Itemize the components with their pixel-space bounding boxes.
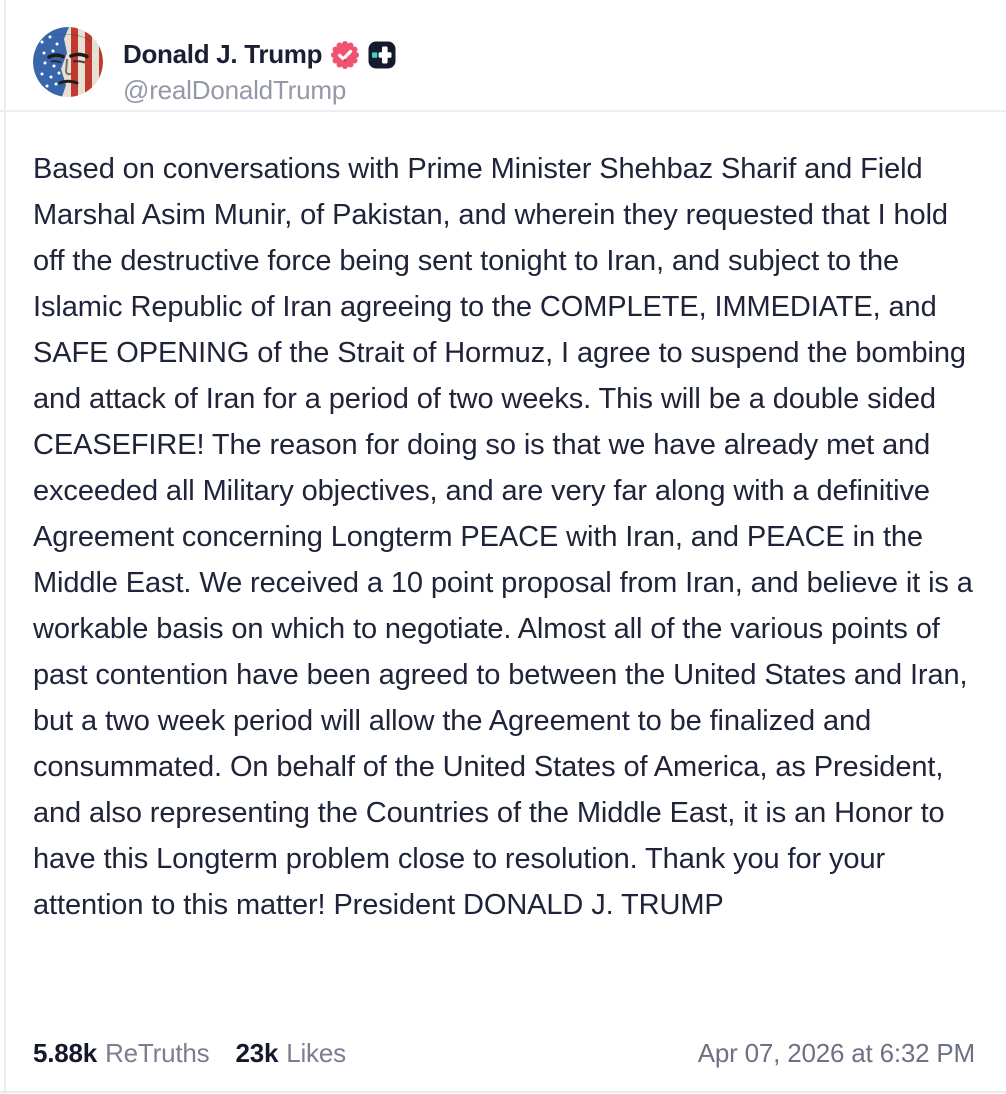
avatar[interactable] (33, 27, 103, 97)
likes-label: Likes (286, 1038, 346, 1068)
retruths-stat[interactable] (33, 1038, 209, 1069)
post-header (0, 0, 1006, 112)
likes-count: 23k (235, 1038, 279, 1068)
post-body-text: Based on conversations with Prime Minister Shehbaz Sharif and Field Marshal Asim Munir, of Pakistan, and wherein they requested that I hold off the destructive force being sent tonight to Iran, and subject to the Islamic Republic of Iran agreeing to the COMPLETE, IMMEDIATE, and SAFE OPENING of the Strait of Hormuz, I agree to suspend the bombing and attack of Iran for a period of two weeks. This will be a double sided CEASEFIRE! The reason for doing so is that we have already met and exceeded all Military objectives, and are very far along with a definitive Agreement concerning Longterm PEACE with Iran, and PEACE in the Middle East. We received a 10 point proposal from Iran, and believe it is a workable basis on which to negotiate. Almost all of the various points of past contention have been agreed to between the United States and Iran, but a two week period will allow the Agreement to be finalized and consummated. On behalf of the United States of America, as President, and also representing the Countries of the Middle East, it is an Honor to have this Longterm problem close to resolution. Thank you for your attention to this matter! President DONALD J. TRUMP (33, 153, 973, 921)
card-left-border (4, 0, 6, 1094)
retruths-count: 5.88k (33, 1038, 98, 1068)
flag-painted-face-icon (33, 27, 103, 97)
display-name[interactable]: Donald J. Trump (123, 39, 323, 69)
retruths-label: ReTruths (105, 1038, 210, 1068)
truth-plus-badge-icon (368, 41, 396, 69)
name-row (123, 39, 396, 70)
post-footer (33, 1038, 975, 1069)
verified-badge-icon (331, 41, 359, 69)
post-stats (33, 1038, 346, 1069)
likes-stat[interactable] (235, 1038, 345, 1069)
user-handle[interactable]: @realDonaldTrump (123, 75, 347, 105)
post-timestamp[interactable]: Apr 07, 2026 at 6:32 PM (697, 1038, 975, 1068)
card-bottom-border (0, 1091, 1006, 1093)
